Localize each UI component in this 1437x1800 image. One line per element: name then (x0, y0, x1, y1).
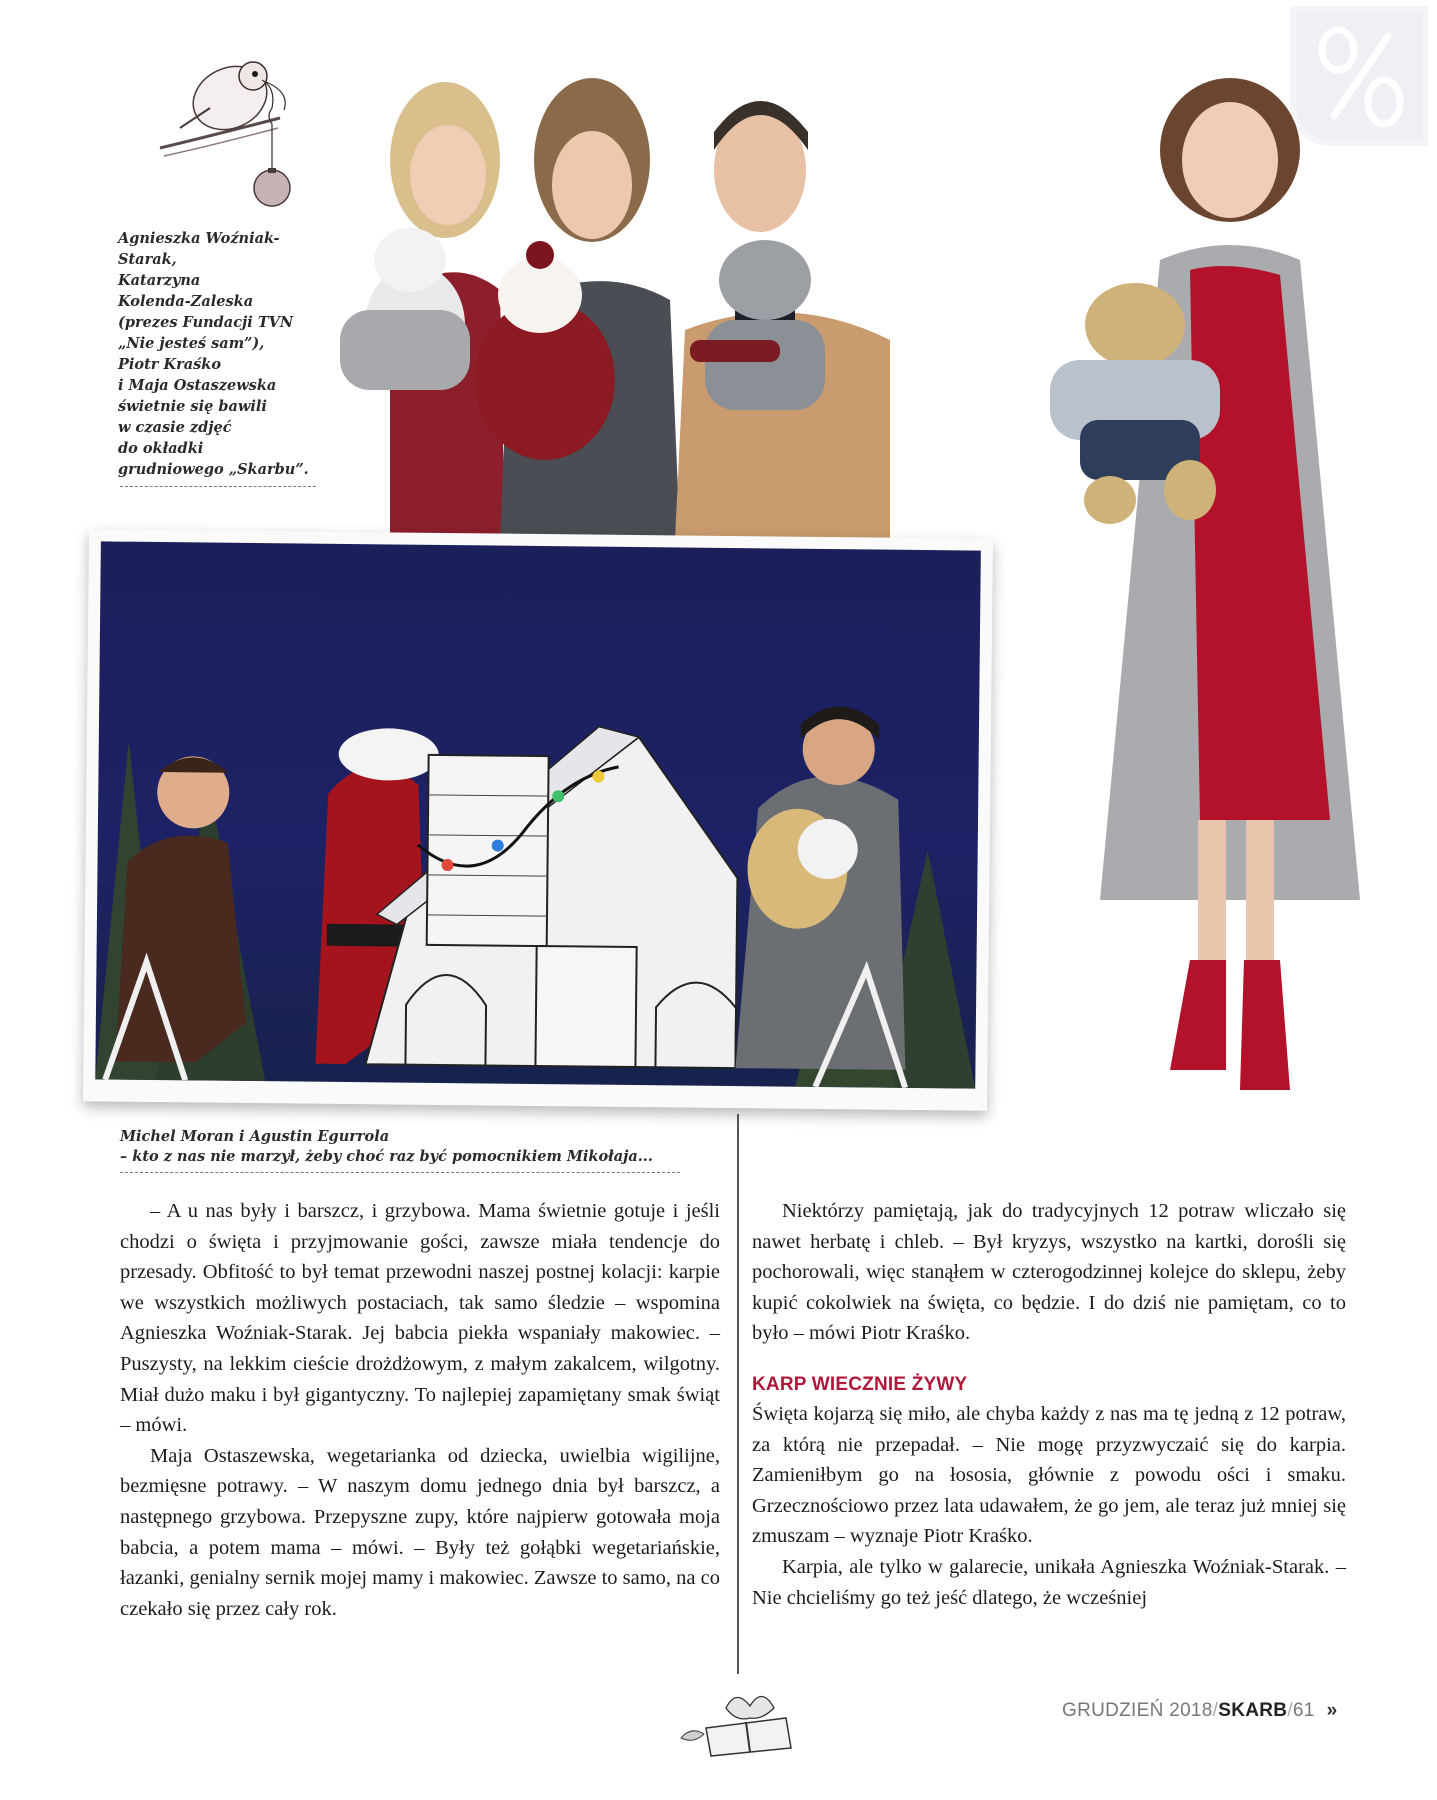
article-paragraph: Maja Ostaszewska, wegetarianka od dziecka, uwielbia wigilijne, bezmięsne potrawy. – W naszym domu jednego dnia był barszcz, a następnego grzybowa. Przepyszne zupy, które najpierw gotowała moja babcia, a potem mama – mówi. – Były też gołąbki wegetariańskie, łazanki, genialny sernik mojej mamy i makowiec. Zawsze to samo, na co czekało się przez cały rok. (120, 1444, 721, 1620)
page-number: 61 (1292, 1700, 1315, 1721)
caption-line: świetnie się bawili (118, 398, 267, 415)
caption-divider (120, 486, 316, 487)
caption-line: Piotr Kraśko (118, 356, 221, 373)
article-left-column (120, 1196, 720, 1624)
caption-line: „Nie jesteś sam”), (118, 335, 265, 352)
caption-names: Michel Moran i Agustin Egurrola (120, 1128, 390, 1145)
next-page-icon[interactable]: » (1326, 1700, 1338, 1721)
magazine-brand: SKARB (1218, 1700, 1288, 1721)
article-paragraph: Karpia, ale tylko w galarecie, unikała Agnieszka Woźniak-Starak. – Nie chcieliśmy go też jeść dlatego, że wcześniej (752, 1555, 1346, 1609)
caption-line: i Maja Ostaszewska (118, 377, 277, 394)
issue-date: GRUDZIEŃ 2018 (1062, 1700, 1213, 1721)
caption-line: Kolenda-Zaleska (118, 293, 254, 310)
caption-line: Agnieszka Woźniak-Starak, (118, 230, 280, 268)
footer-separator: / (1287, 1700, 1293, 1721)
scene-photo-caption (120, 1127, 680, 1167)
caption-line: Katarzyna (118, 272, 201, 289)
cover-photo-caption (118, 228, 318, 480)
article-right-column (752, 1196, 1346, 1613)
caption-line: grudniowego „Skarbu”. (118, 461, 309, 478)
standing-woman-photo (1040, 60, 1437, 1170)
christmas-scene-photo (95, 541, 981, 1088)
caption-quote: – kto z nas nie marzył, żeby choć raz być pomocnikiem Mikołaja... (120, 1148, 653, 1165)
footer-separator: / (1212, 1700, 1219, 1721)
caption-line: w czasie zdjęć (118, 419, 232, 436)
page-footer (1062, 1700, 1338, 1722)
caption-divider (120, 1172, 680, 1173)
bird-ornament-illustration (150, 28, 310, 208)
caption-line: (prezes Fundacji TVN (118, 314, 294, 331)
gift-box-illustration (666, 1678, 816, 1758)
column-divider (737, 1114, 739, 1674)
article-paragraph: – A u nas były i barszcz, i grzybowa. Mama świetnie gotuje i jeśli chodzi o święta i przyjmowanie gości, zawsze miała tendencje do przesady. Obfitość to był temat przewodni naszej postnej kolacji: karpie we wszystkich możliwych postaciach, tak samo śledzie – wspomina Agnieszka Woźniak-Starak. Jej babcia piekła wspaniały makowiec. – Puszysty, na lekkim cieście drożdżowym, z małym zakalcem, wilgotny. Miał dużo maku i był gigantyczny. To najlepiej zapamiętany smak świąt – mówi. (120, 1200, 720, 1437)
section-subheading: KARP WIECZNIE ŻYWY (752, 1373, 968, 1395)
article-paragraph: Niektórzy pamiętają, jak do tradycyjnych 12 potraw wliczało się nawet herbatę i chleb. – Był kryzys, wszystko na kartki, dorośli się pochorowali, więc stanąłem w czterogodzinnej kolejce do sklepu, żeby kupić cokolwiek na święta, co będzie. I do dziś nie pamiętam, co to było – mówi Piotr Kraśko. (752, 1200, 1346, 1345)
article-paragraph: Święta kojarzą się miło, ale chyba każdy z nas ma tę jedną z 12 potraw, za którą nie przepadał. – Nie mogę przyzwyczaić się do karpia. Zamieniłbym go na łososia, głównie z powodu ości i smaku. Grzecznościowo przez lata udawałem, że go jem, ale teraz już mniej się zmuszam – wyznaje Piotr Kraśko. (752, 1402, 1346, 1548)
group-photo (330, 40, 1050, 540)
framed-photo (83, 529, 993, 1110)
caption-line: do okładki (118, 440, 204, 457)
